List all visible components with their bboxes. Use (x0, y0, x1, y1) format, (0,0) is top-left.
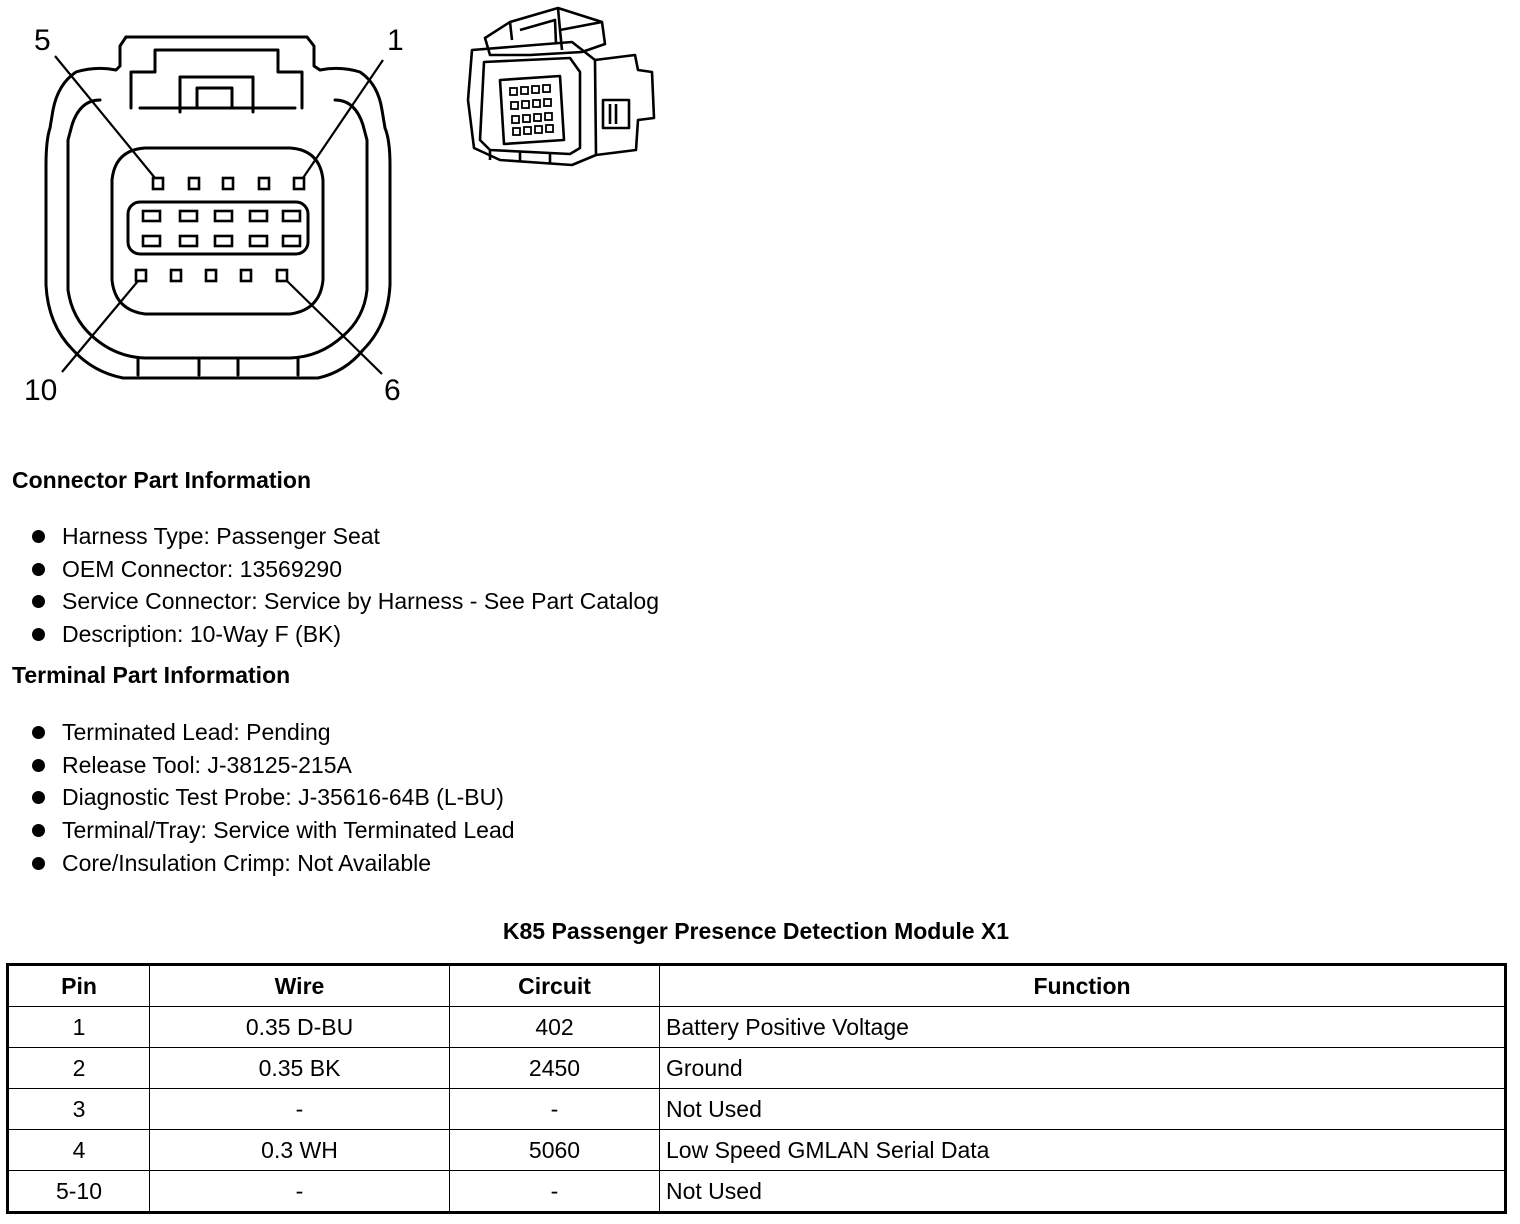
bullet-icon (32, 726, 45, 739)
pin-cavity (189, 178, 199, 189)
connector-info-title: Connector Part Information (12, 467, 312, 493)
list-item: Terminal/Tray: Service with Terminated Lead (32, 814, 515, 847)
pin-cavity (277, 270, 287, 281)
cell-circuit: 5060 (450, 1130, 660, 1171)
pin-label-10: 10 (24, 374, 58, 407)
cell-pin: 1 (8, 1007, 150, 1048)
pin-cavity (259, 178, 269, 189)
cell-circuit: - (450, 1171, 660, 1213)
table-row (8, 1171, 1506, 1213)
cell-wire: - (150, 1089, 450, 1130)
list-item: Description: 10-Way F (BK) (32, 618, 659, 651)
column-header-function: Function (660, 965, 1506, 1007)
pin-cavity (223, 178, 233, 189)
pin-cavity (206, 270, 216, 281)
table-row (8, 1089, 1506, 1130)
column-header-circuit: Circuit (450, 965, 660, 1007)
list-item: Core/Insulation Crimp: Not Available (32, 847, 515, 880)
cell-wire: 0.35 BK (150, 1048, 450, 1089)
cell-function: Low Speed GMLAN Serial Data (660, 1130, 1506, 1171)
list-item: Release Tool: J-38125-215A (32, 749, 515, 782)
list-item: Terminated Lead: Pending (32, 716, 515, 749)
bullet-icon (32, 824, 45, 837)
bullet-icon (32, 563, 45, 576)
table-row (8, 1048, 1506, 1089)
pin-cavity (171, 270, 181, 281)
column-header-pin: Pin (8, 965, 150, 1007)
table-title: K85 Passenger Presence Detection Module X1 (502, 918, 1010, 944)
cell-circuit: - (450, 1089, 660, 1130)
cell-pin: 5-10 (8, 1171, 150, 1213)
bullet-icon (32, 791, 45, 804)
pin-cavity (294, 178, 304, 189)
list-item: OEM Connector: 13569290 (32, 553, 659, 586)
cell-function: Ground (660, 1048, 1506, 1089)
bullet-icon (32, 857, 45, 870)
bullet-icon (32, 530, 45, 543)
table-header-row (8, 965, 1506, 1007)
column-header-wire: Wire (150, 965, 450, 1007)
list-item: Diagnostic Test Probe: J-35616-64B (L-BU) (32, 781, 515, 814)
cell-pin: 3 (8, 1089, 150, 1130)
cell-pin: 2 (8, 1048, 150, 1089)
pin-label-1: 1 (387, 24, 404, 57)
table-row (8, 1007, 1506, 1048)
connector-iso-diagram (460, 0, 670, 180)
cell-circuit: 402 (450, 1007, 660, 1048)
cell-pin: 4 (8, 1130, 150, 1171)
connector-face-diagram (0, 0, 440, 420)
table-row (8, 1130, 1506, 1171)
bullet-icon (32, 759, 45, 772)
terminal-info-list (32, 716, 515, 879)
cell-function: Not Used (660, 1089, 1506, 1130)
list-item: Service Connector: Service by Harness - See Part Catalog (32, 585, 659, 618)
connector-info-list (32, 520, 659, 651)
pin-cavity (153, 178, 163, 189)
list-item: Harness Type: Passenger Seat (32, 520, 659, 553)
cell-function: Not Used (660, 1171, 1506, 1213)
pin-label-5: 5 (34, 24, 51, 57)
pin-cavity (136, 270, 146, 281)
terminal-info-title: Terminal Part Information (12, 662, 291, 688)
cell-circuit: 2450 (450, 1048, 660, 1089)
cell-wire: - (150, 1171, 450, 1213)
bullet-icon (32, 628, 45, 641)
cell-wire: 0.3 WH (150, 1130, 450, 1171)
pin-cavity (241, 270, 251, 281)
pin-table (6, 963, 1507, 1214)
pin-label-6: 6 (384, 374, 401, 407)
bullet-icon (32, 595, 45, 608)
cell-function: Battery Positive Voltage (660, 1007, 1506, 1048)
cell-wire: 0.35 D-BU (150, 1007, 450, 1048)
